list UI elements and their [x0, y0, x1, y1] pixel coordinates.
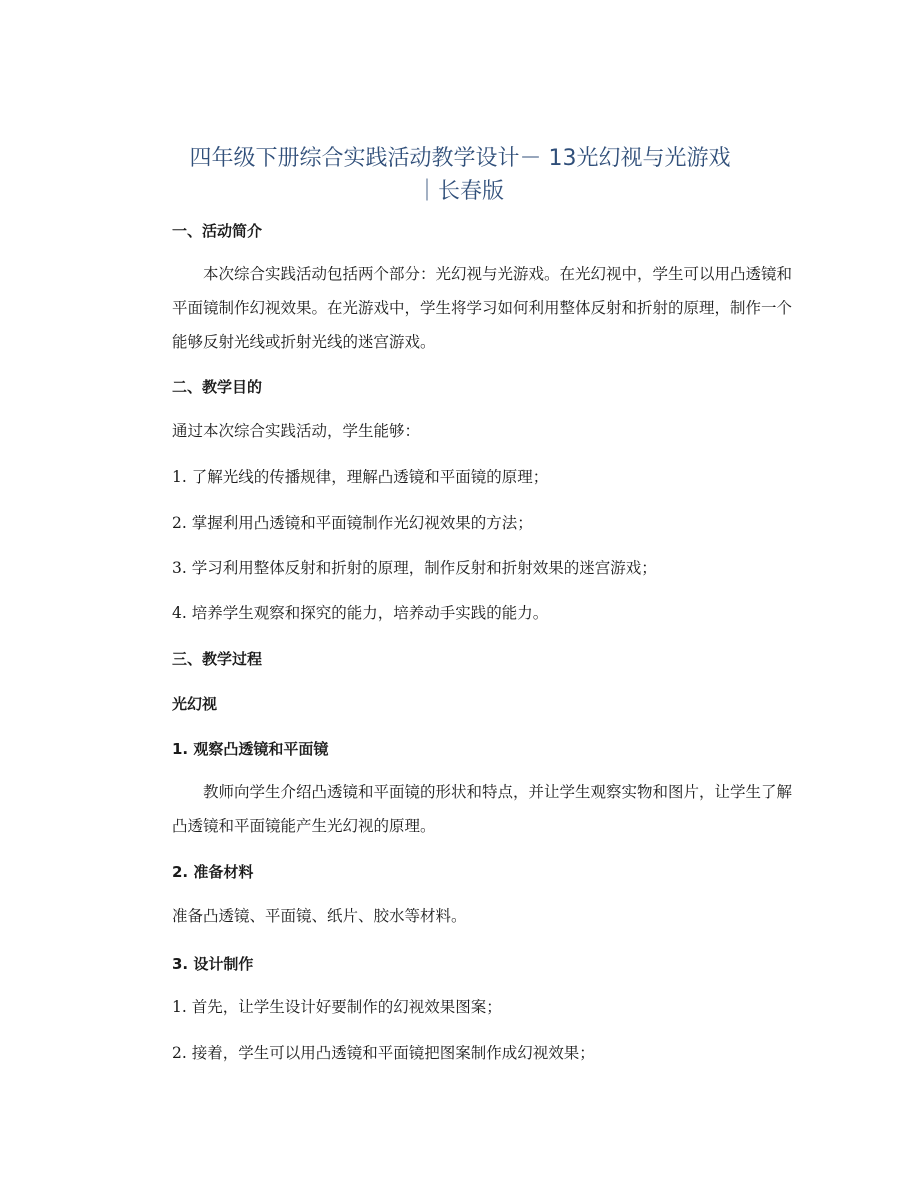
title-line-2: ｜长春版 [415, 179, 504, 204]
section-heading-intro: 一、活动简介 [172, 222, 263, 240]
step-heading-design: 3. 设计制作 [172, 955, 254, 973]
section-heading-goals: 二、教学目的 [172, 378, 263, 396]
design-item: 2. 接着，学生可以用凸透镜和平面镜把图案制作成幻视效果； [172, 1044, 595, 1062]
goal-item: 2. 掌握利用凸透镜和平面镜制作光幻视效果的方法； [172, 514, 533, 532]
section-paragraph-intro: 本次综合实践活动包括两个部分：光幻视与光游戏。在光幻视中，学生可以用凸透镜和平面镜制作幻视效果。在光游戏中，学生将学习如何利用整体反射和折射的原理，制作一个能够反射光线或折射光线的迷宫游戏。 [172, 265, 793, 351]
design-item: 1. 首先，让学生设计好要制作的幻视效果图案； [172, 998, 502, 1016]
title-line-1: 四年级下册综合实践活动教学设计－ 13光幻视与光游戏 [189, 146, 731, 171]
step-paragraph-observe: 教师向学生介绍凸透镜和平面镜的形状和特点，并让学生观察实物和图片，让学生了解凸透镜和平面镜能产生光幻视的原理。 [172, 783, 793, 835]
goal-item: 1. 了解光线的传播规律，理解凸透镜和平面镜的原理； [172, 468, 549, 486]
step-heading-materials: 2. 准备材料 [172, 863, 254, 881]
section-heading-process: 三、教学过程 [172, 650, 263, 668]
goal-item: 3. 学习利用整体反射和折射的原理，制作反射和折射效果的迷宫游戏； [172, 559, 657, 577]
subheading-light-illusion: 光幻视 [172, 695, 218, 713]
step-heading-observe: 1. 观察凸透镜和平面镜 [172, 740, 329, 758]
step-paragraph-materials: 准备凸透镜、平面镜、纸片、胶水等材料。 [172, 907, 467, 925]
document-title [120, 142, 800, 208]
goal-item: 4. 培养学生观察和探究的能力，培养动手实践的能力。 [172, 604, 549, 622]
goals-intro: 通过本次综合实践活动，学生能够： [172, 422, 421, 440]
